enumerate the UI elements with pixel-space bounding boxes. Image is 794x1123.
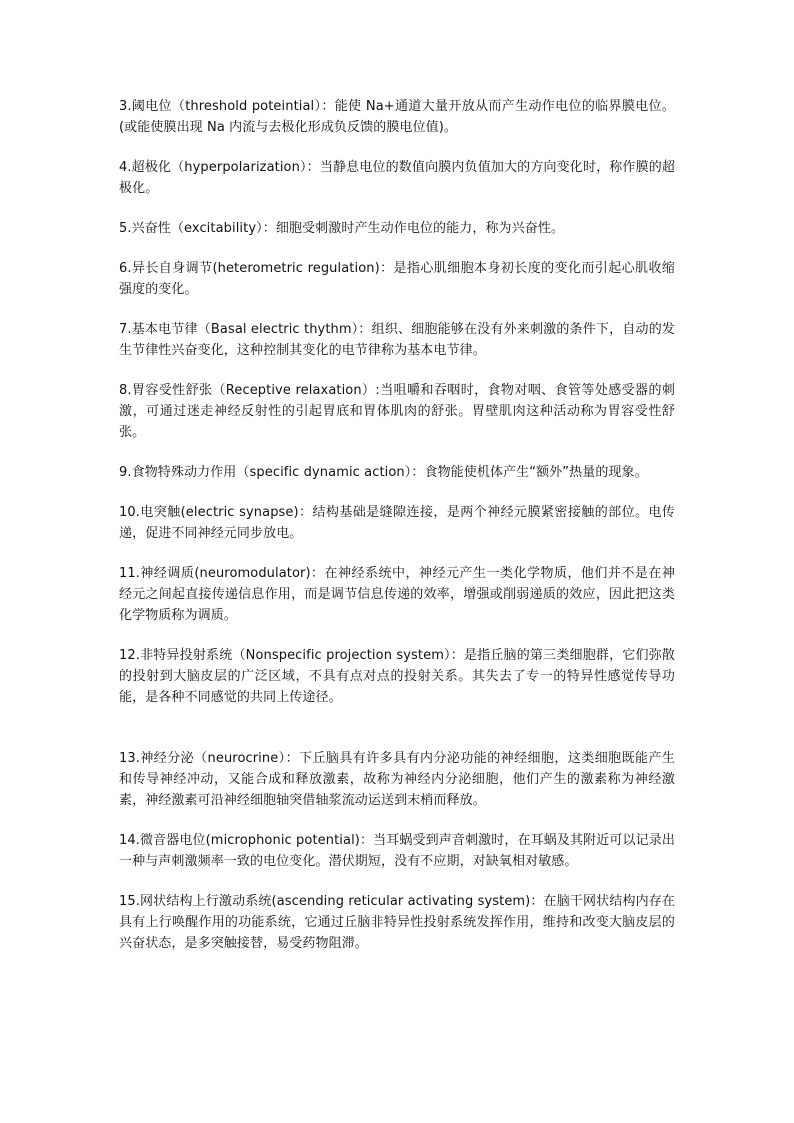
definition-10-electric-synapse: 10.电突触(electric synapse)：结构基础是缝隙连接，是两个神经元膜紧密接触的部位。电传递，促进不同神经元同步放电。: [119, 505, 675, 541]
definition-4-hyperpolarization: 4.超极化（hyperpolarization）：当静息电位的数值向膜内负值加大的方向变化时，称作膜的超极化。: [119, 160, 675, 196]
definition-7-basal-electric-rhythm: 7.基本电节律（Basal electric thythm）：组织、细胞能够在没有外来刺激的条件下，自动的发生节律性兴奋变化，这种控制其变化的电节律称为基本电节律。: [119, 322, 675, 358]
definition-3-threshold-potential: 3.阈电位（threshold poteintial）：能使 Na+通道大量开放从而产生动作电位的临界膜电位。(或能使膜出现 Na 内流与去极化形成负反馈的膜电位值)。: [119, 99, 675, 135]
definition-14-microphonic-potential: 14.微音器电位(microphonic potential)：当耳蜗受到声音刺激时，在耳蜗及其附近可以记录出一种与声刺激频率一致的电位变化。潜伏期短，没有不应期，对缺氧相对敏感。: [119, 833, 675, 869]
definition-9-specific-dynamic-action: 9.食物特殊动力作用（specific dynamic action）：食物能使机体产生“额外”热量的现象。: [119, 465, 648, 480]
definition-13-neurocrine: 13.神经分泌（neurocrine）：下丘脑具有许多具有内分泌功能的神经细胞，这类细胞既能产生和传导神经冲动，又能合成和释放激素，故称为神经内分泌细胞，他们产生的激素称为神经激素，神经激素可沿神经细胞轴突借轴浆流动运送到末梢而释放。: [119, 751, 675, 808]
definition-8-receptive-relaxation: 8.胃容受性舒张（Receptive relaxation）:当咀嚼和吞咽时，食物对咽、食管等处感受器的刺激，可通过迷走神经反射性的引起胃底和胃体肌肉的舒张。胃壁肌肉这种活动称为胃容受性舒张。: [119, 383, 675, 440]
definition-5-excitability: 5.兴奋性（excitability）：细胞受刺激时产生动作电位的能力，称为兴奋性。: [119, 221, 565, 236]
definition-11-neuromodulator: 11.神经调质(neuromodulator)：在神经系统中，神经元产生一类化学物质，他们并不是在神经元之间起直接传递信息作用，而是调节信息传递的效率，增强或削弱递质的效应，因此把这类化学物质称为调质。: [119, 566, 675, 623]
definition-6-heterometric-regulation: 6.异长自身调节(heterometric regulation)：是指心肌细胞本身初长度的变化而引起心肌收缩强度的变化。: [119, 261, 675, 297]
document-page: [119, 96, 675, 954]
definition-15-ascending-reticular-activating-system: 15.网状结构上行激动系统(ascending reticular activating system)：在脑干网状结构内存在具有上行唤醒作用的功能系统，它通过丘脑非特异性投射系统发挥作用，维持和改变大脑皮层的兴奋状态，是多突触接替，易受药物阻滞。: [119, 894, 675, 951]
definition-12-nonspecific-projection-system: 12.非特异投射系统（Nonspecific projection system）：是指丘脑的第三类细胞群，它们弥散的投射到大脑皮层的广泛区域，不具有点对点的投射关系。其失去了专一的特异性感觉传导功能，是各种不同感觉的共同上传途径。: [119, 648, 675, 705]
